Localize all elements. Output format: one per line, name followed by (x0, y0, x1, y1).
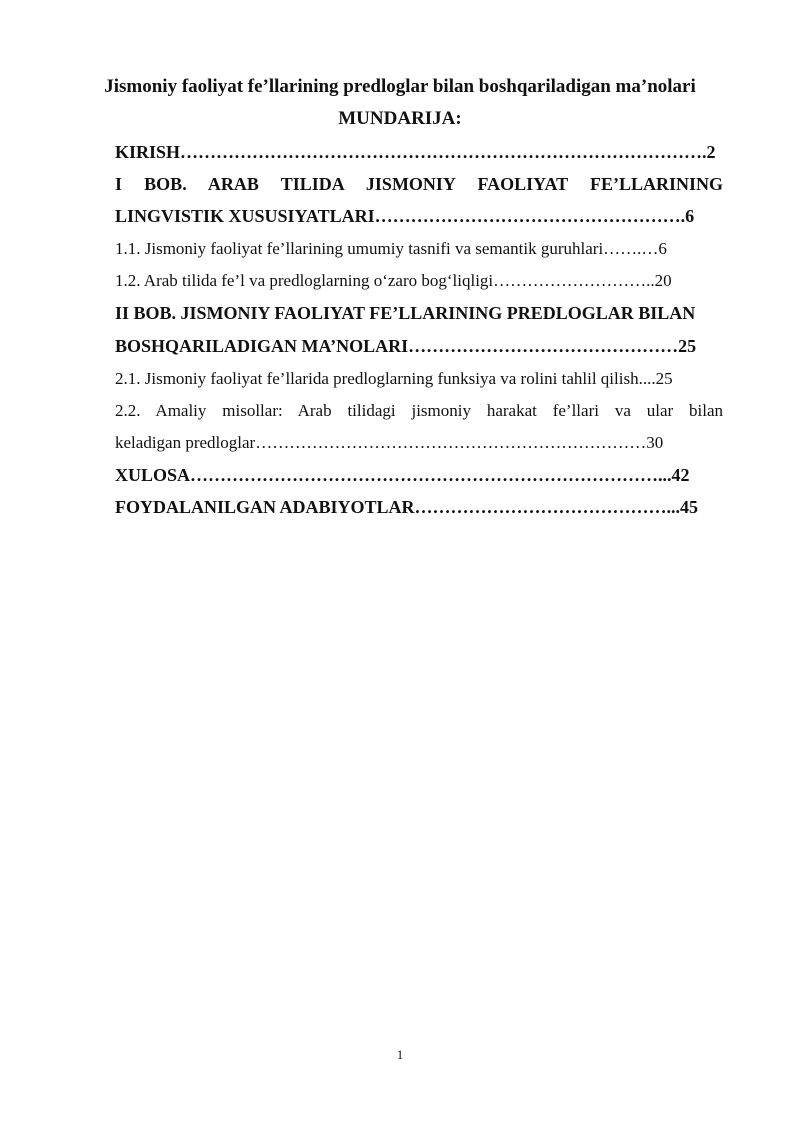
toc-entry-chapter-1-line-1: I BOB. ARAB TILIDA JISMONIY FAOLIYAT FE’LLARINING (115, 174, 723, 194)
toc-entry-kirish: KIRISH…………………………………………………………………………….2 (115, 142, 716, 162)
toc-entry-section-2-2-line-1: 2.2. Amaliy misollar: Arab tilidagi jismoniy harakat fe’llari va ular bilan (115, 401, 723, 420)
page-number: 1 (396, 1047, 404, 1062)
toc-entry-section-1-1: 1.1. Jismoniy faoliyat fe’llarining umumiy tasnifi va semantik guruhlari…….…6 (115, 239, 667, 258)
toc-entry-chapter-1-line-2: LINGVISTIK XUSUSIYATLARI…………………………………………….6 (115, 206, 695, 226)
toc-entry-references: FOYDALANILGAN ADABIYOTLAR……………………………………...45 (115, 497, 699, 517)
document-title: Jismoniy faoliyat fe’llarining predloglar bilan boshqariladigan ma’nolari (104, 76, 696, 97)
toc-entry-chapter-2-line-1: II BOB. JISMONIY FAOLIYAT FE’LLARINING PREDLOGLAR BILAN (115, 303, 696, 323)
toc-heading: MUNDARIJA: (338, 108, 462, 129)
toc-entry-section-1-2: 1.2. Arab tilida fe’l va predloglarning o‘zaro bog‘liqligi………………………..20 (115, 271, 672, 290)
toc-entry-section-2-1: 2.1. Jismoniy faoliyat fe’llarida predloglarning funksiya va rolini tahlil qilish....25 (115, 369, 673, 388)
toc-entry-section-2-2-line-2: keladigan predloglar……………………………………………………………30 (115, 433, 664, 452)
toc-entry-chapter-2-line-2: BOSHQARILADIGAN MA’NOLARI………………………………………25 (115, 336, 697, 356)
toc-entry-xulosa: XULOSA……………………………………………………………………...42 (115, 465, 690, 485)
